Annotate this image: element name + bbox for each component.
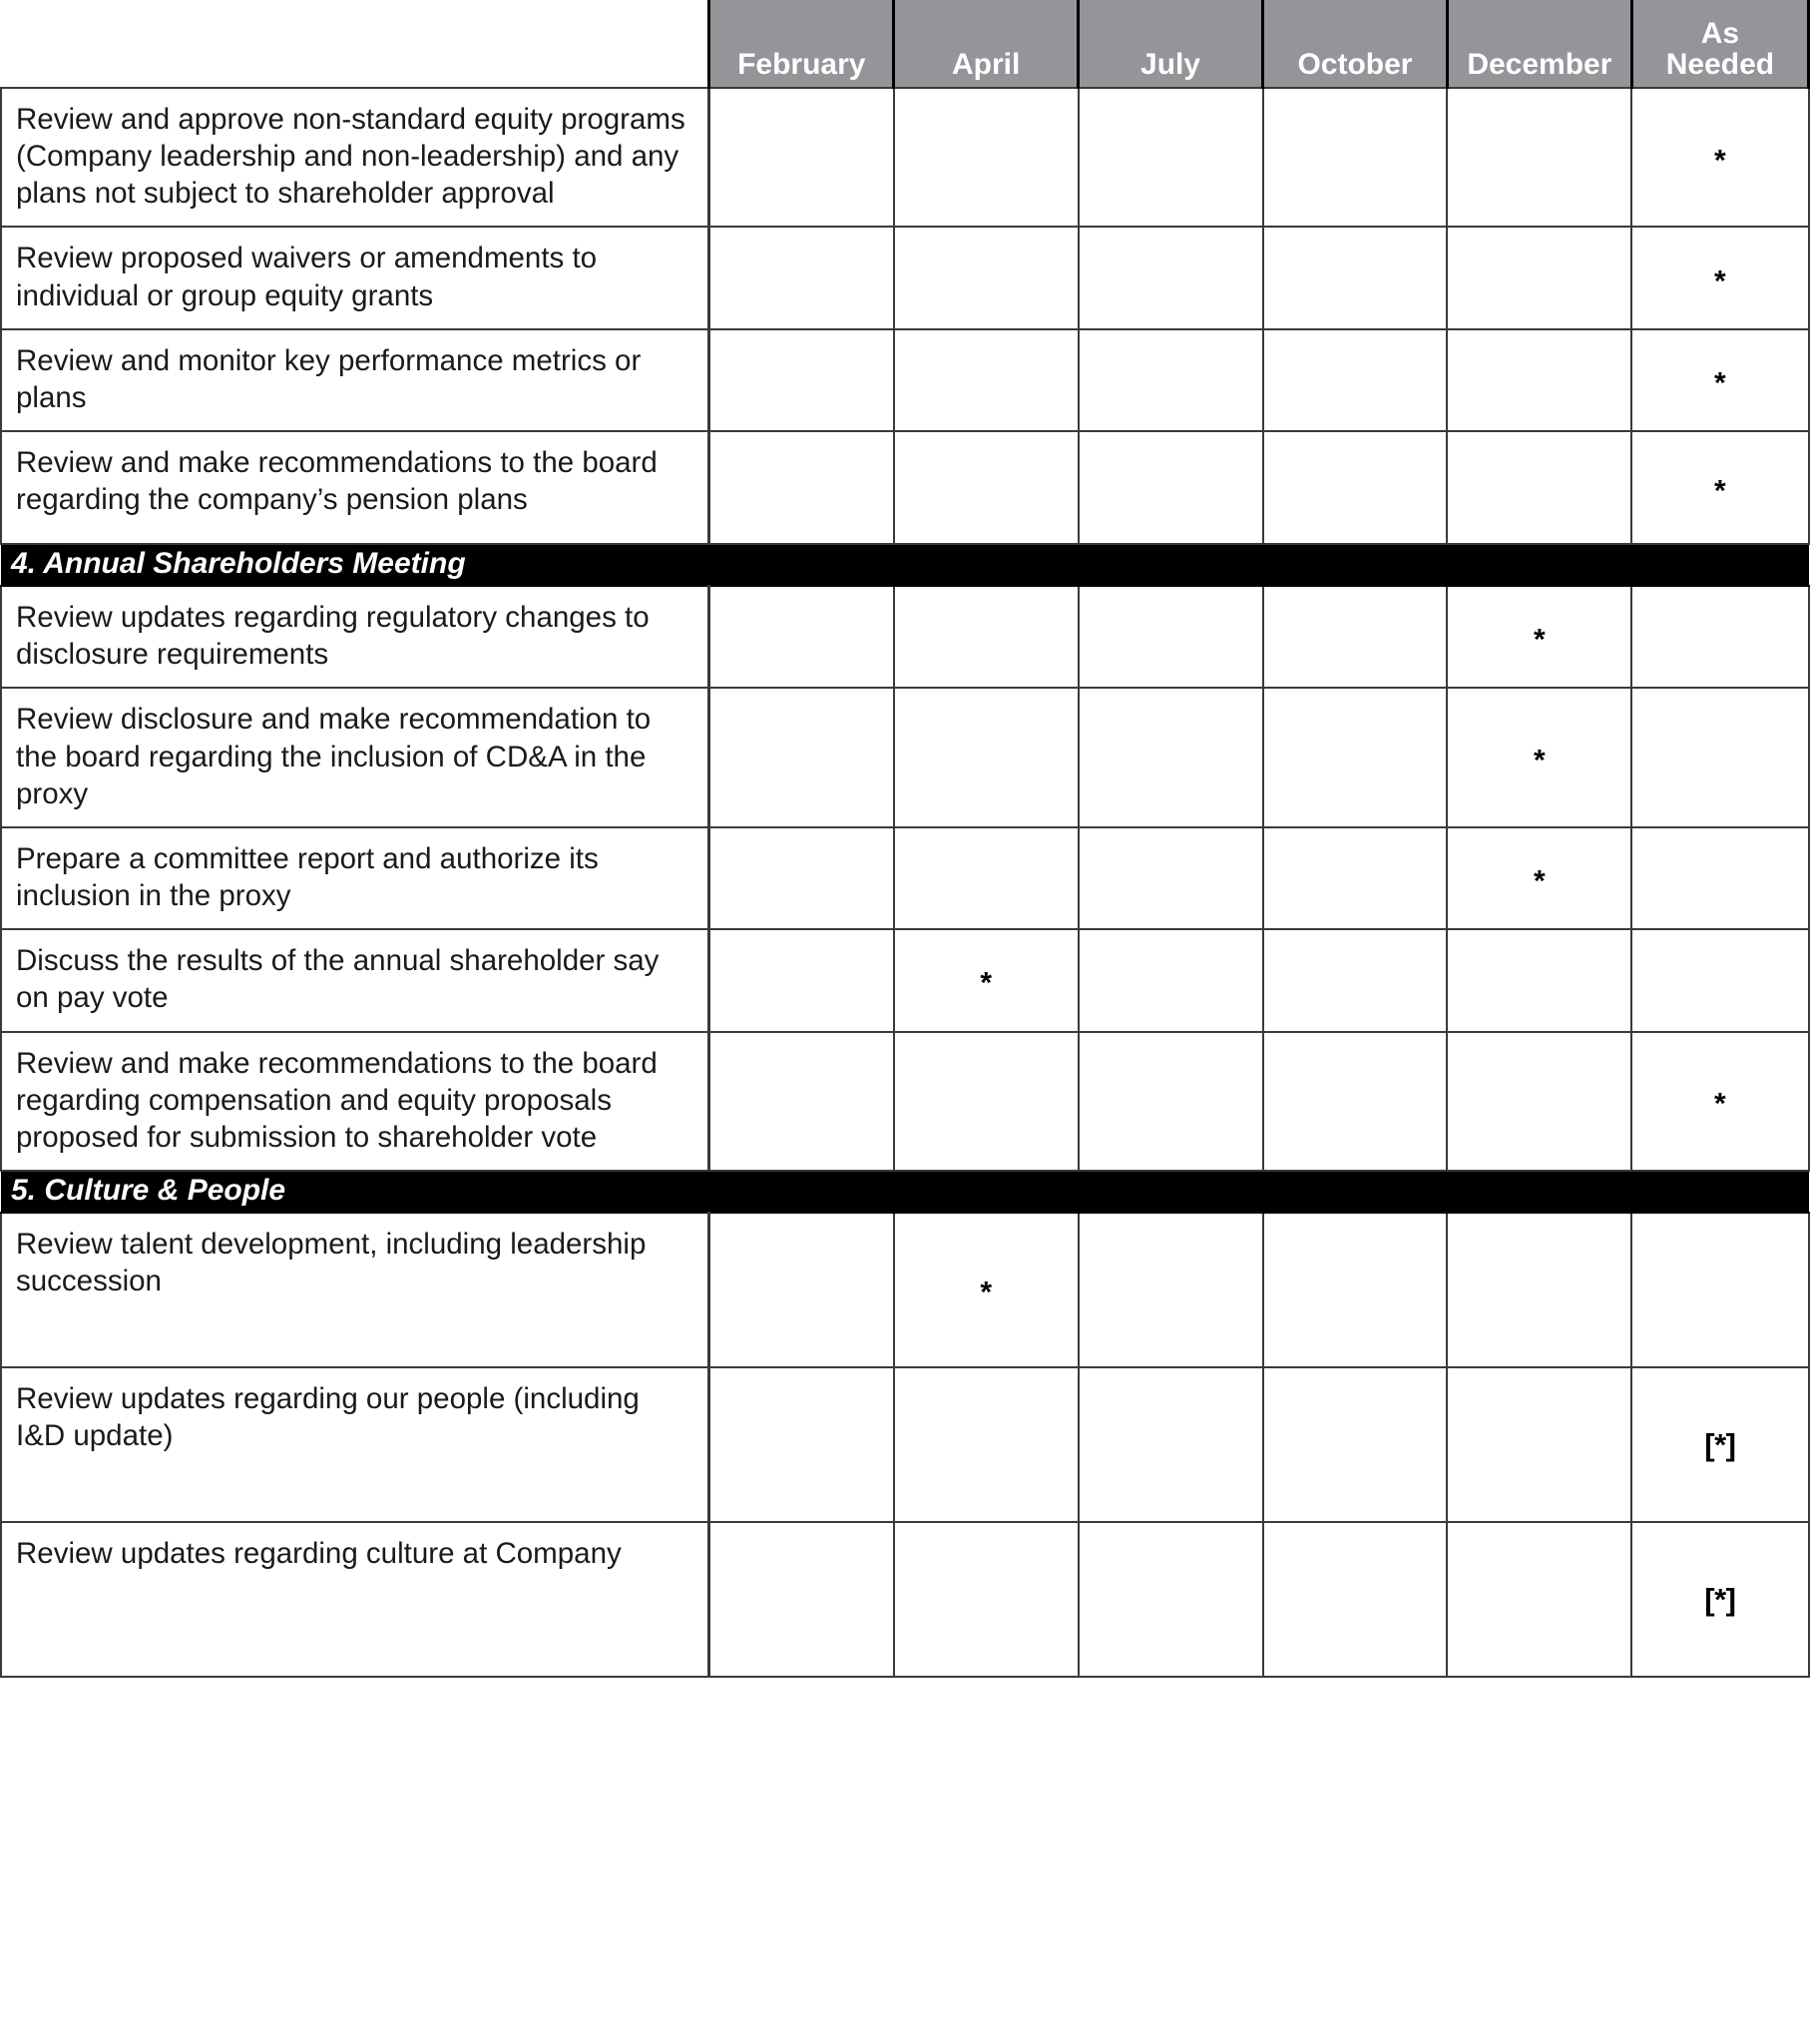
as-needed-line-2: Needed (1665, 47, 1775, 81)
cell-october (1263, 1213, 1448, 1367)
cell-february (709, 1522, 894, 1677)
task-description-cell: Review and approve non-standard equity programs (Company leadership and non-leadership) and any plans not subject to shareholder approval (1, 88, 709, 227)
cell-february (709, 329, 894, 431)
task-description-cell: Review updates regarding culture at Company (1, 1522, 709, 1677)
table-row (1, 1367, 1809, 1522)
table-header-row (1, 0, 1809, 88)
cell-october (1263, 586, 1448, 688)
cell-asneeded (1631, 431, 1808, 544)
asterisk-marker: * (1714, 1087, 1726, 1121)
cell-july (1079, 586, 1263, 688)
section-title: 4. Annual Shareholders Meeting (1, 544, 1809, 586)
task-description-cell: Prepare a committee report and authorize its inclusion in the proxy (1, 827, 709, 929)
column-header-october: October (1263, 0, 1448, 88)
cell-july (1079, 88, 1263, 227)
table-row (1, 329, 1809, 431)
asterisk-marker: * (980, 1277, 993, 1310)
cell-april (894, 688, 1079, 826)
cell-asneeded (1631, 929, 1808, 1031)
task-description-cell: Review talent development, including leadership succession (1, 1213, 709, 1367)
cell-december (1447, 827, 1631, 929)
cell-april (894, 329, 1079, 431)
cell-december (1447, 1213, 1631, 1367)
section-title: 5. Culture & People (1, 1171, 1809, 1213)
cell-february (709, 1213, 894, 1367)
bracketed-asterisk-marker: [*] (1704, 1581, 1736, 1617)
column-header-april: April (894, 0, 1079, 88)
cell-july (1079, 688, 1263, 826)
cell-october (1263, 431, 1448, 544)
task-description-cell: Review updates regarding regulatory changes to disclosure requirements (1, 586, 709, 688)
cell-asneeded (1631, 227, 1808, 328)
table-row (1, 929, 1809, 1031)
table-header (1, 0, 1809, 88)
asterisk-marker: * (1714, 264, 1726, 298)
table-row (1, 1522, 1809, 1677)
column-header-december: December (1447, 0, 1631, 88)
column-header-july: July (1079, 0, 1263, 88)
as-needed-line-1: As (1700, 16, 1740, 50)
cell-asneeded (1631, 1213, 1808, 1367)
table-row (1, 1032, 1809, 1171)
task-description-cell: Review updates regarding our people (including I&D update) (1, 1367, 709, 1522)
cell-december (1447, 1367, 1631, 1522)
cell-july (1079, 1522, 1263, 1677)
asterisk-marker: * (1534, 864, 1546, 898)
asterisk-marker: * (1534, 744, 1546, 777)
cell-october (1263, 1522, 1448, 1677)
cell-april (894, 1522, 1079, 1677)
cell-april (894, 929, 1079, 1031)
cell-december (1447, 1032, 1631, 1171)
cell-april (894, 1367, 1079, 1522)
cell-october (1263, 329, 1448, 431)
cell-october (1263, 227, 1448, 328)
cell-october (1263, 929, 1448, 1031)
cell-july (1079, 1032, 1263, 1171)
cell-july (1079, 1367, 1263, 1522)
cell-april (894, 1032, 1079, 1171)
cell-july (1079, 329, 1263, 431)
column-header-february: February (709, 0, 894, 88)
cell-asneeded (1631, 1522, 1808, 1677)
cell-december (1447, 586, 1631, 688)
cell-december (1447, 88, 1631, 227)
asterisk-marker: * (1534, 623, 1546, 657)
cell-february (709, 688, 894, 826)
cell-february (709, 1367, 894, 1522)
cell-december (1447, 329, 1631, 431)
cell-february (709, 431, 894, 544)
column-header-task (1, 0, 709, 88)
cell-asneeded (1631, 688, 1808, 826)
table-row (1, 827, 1809, 929)
bracketed-asterisk-marker: [*] (1704, 1426, 1736, 1462)
cell-october (1263, 1367, 1448, 1522)
section-header-row (1, 544, 1809, 586)
cell-february (709, 586, 894, 688)
cell-july (1079, 929, 1263, 1031)
table-body (1, 88, 1809, 1677)
cell-december (1447, 1522, 1631, 1677)
cell-april (894, 586, 1079, 688)
cell-december (1447, 929, 1631, 1031)
cell-asneeded (1631, 827, 1808, 929)
cell-october (1263, 827, 1448, 929)
task-description-cell: Review and make recommendations to the board regarding the company’s pension plans (1, 431, 709, 544)
cell-july (1079, 227, 1263, 328)
cell-october (1263, 688, 1448, 826)
cell-july (1079, 431, 1263, 544)
table-row (1, 88, 1809, 227)
cell-december (1447, 431, 1631, 544)
asterisk-marker: * (1714, 366, 1726, 400)
cell-february (709, 227, 894, 328)
table-row (1, 227, 1809, 328)
task-description-cell: Review proposed waivers or amendments to individual or group equity grants (1, 227, 709, 328)
task-description-cell: Discuss the results of the annual shareholder say on pay vote (1, 929, 709, 1031)
cell-asneeded (1631, 329, 1808, 431)
cell-july (1079, 827, 1263, 929)
cell-february (709, 1032, 894, 1171)
table-row (1, 586, 1809, 688)
task-description-cell: Review and make recommendations to the board regarding compensation and equity proposals proposed for submission to shareholder vote (1, 1032, 709, 1171)
cell-february (709, 929, 894, 1031)
table-row (1, 688, 1809, 826)
cell-april (894, 827, 1079, 929)
cell-april (894, 431, 1079, 544)
section-header-row (1, 1171, 1809, 1213)
asterisk-marker: * (1714, 144, 1726, 178)
cell-february (709, 88, 894, 227)
table-row (1, 431, 1809, 544)
cell-february (709, 827, 894, 929)
cell-asneeded (1631, 88, 1808, 227)
cell-july (1079, 1213, 1263, 1367)
column-header-as-needed (1631, 0, 1808, 88)
cell-april (894, 227, 1079, 328)
cell-december (1447, 227, 1631, 328)
asterisk-marker: * (980, 966, 993, 1000)
cell-april (894, 1213, 1079, 1367)
cell-asneeded (1631, 1032, 1808, 1171)
table-row (1, 1213, 1809, 1367)
cell-october (1263, 88, 1448, 227)
cell-asneeded (1631, 586, 1808, 688)
cell-december (1447, 688, 1631, 826)
cell-april (894, 88, 1079, 227)
cell-october (1263, 1032, 1448, 1171)
task-description-cell: Review and monitor key performance metrics or plans (1, 329, 709, 431)
cell-asneeded (1631, 1367, 1808, 1522)
task-description-cell: Review disclosure and make recommendation to the board regarding the inclusion of CD&A in the proxy (1, 688, 709, 826)
asterisk-marker: * (1714, 474, 1726, 508)
